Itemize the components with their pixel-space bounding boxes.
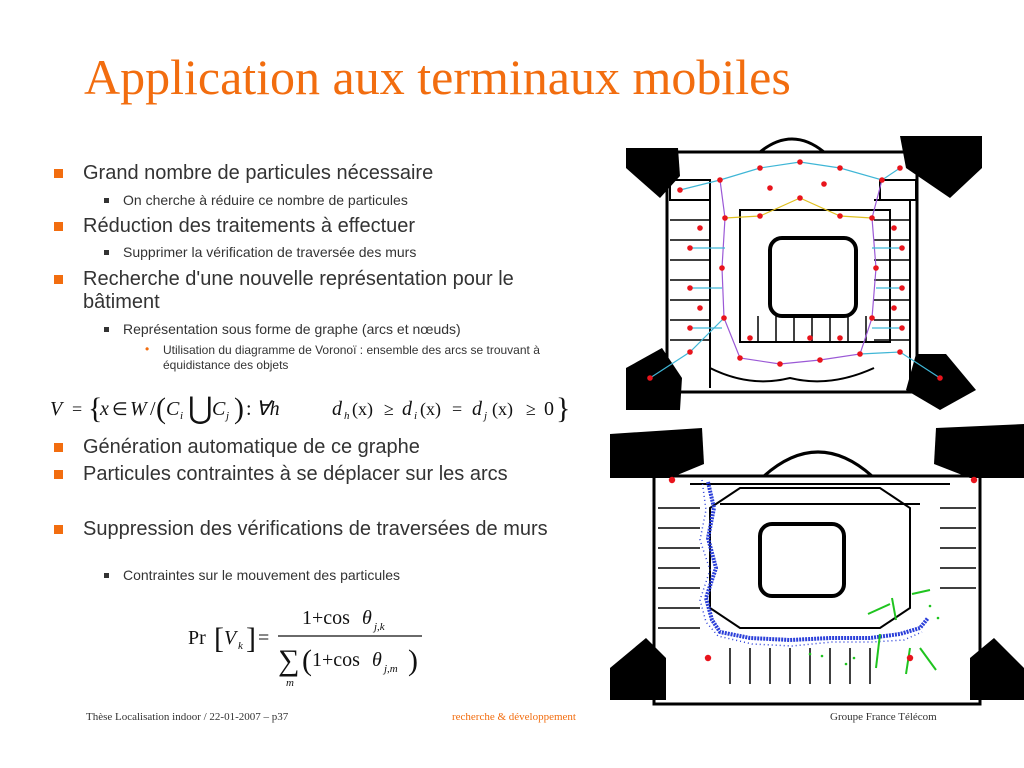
formula-symbol: 0 [544, 398, 554, 420]
formula-symbol: V [224, 627, 237, 649]
formula-symbol: C [166, 398, 180, 420]
bullet-text: Représentation sous forme de graphe (arcs et nœuds) [123, 321, 461, 337]
formula-symbol: ∈ [112, 399, 128, 419]
bullet-square-icon [54, 275, 63, 284]
bullet-text: Suppression des vérifications de traversées de murs [83, 518, 548, 540]
bullet-square-icon [54, 222, 63, 231]
bullet-square-icon [104, 327, 109, 332]
formula-symbol: C [212, 398, 226, 420]
formula-symbol: / [150, 398, 156, 420]
bullet-text: On cherche à réduire ce nombre de particules [123, 192, 408, 208]
bullet-text: Réduction des traitements à effectuer [83, 215, 416, 237]
formula-subscript: h [344, 410, 350, 422]
formula-symbol: ≥ [384, 399, 394, 419]
formula-symbol: W [130, 398, 147, 420]
bullet-text: Génération automatique de ce graphe [83, 436, 420, 458]
paren-left: ( [302, 644, 312, 677]
formula-symbol: d [402, 398, 412, 420]
formula-symbol: V [50, 398, 63, 420]
formula-symbol: : [246, 398, 252, 420]
formula-symbol: (x) [420, 399, 441, 419]
formula-symbol: (x) [352, 399, 373, 419]
bullet-text: Supprimer la vérification de traversée des murs [123, 244, 417, 260]
formula-symbol: x [100, 398, 109, 420]
formula-subscript: j [226, 410, 230, 422]
paren-left: ( [156, 392, 166, 425]
formula-symbol: 1+cos [312, 649, 360, 671]
formula-symbol: = [72, 399, 83, 419]
footer-center: recherche & développement [452, 711, 576, 723]
building-floor-plans [610, 128, 1024, 708]
bullet-text: Utilisation du diagramme de Voronoï : ensemble des arcs se trouvant à équidistance des objets [163, 343, 540, 372]
formula-symbol: θ [372, 649, 382, 671]
formula-subscript: k [238, 640, 243, 652]
bullet-square-icon [54, 443, 63, 452]
paren-right: ) [234, 392, 244, 425]
formula-symbol: (x) [492, 399, 513, 419]
bullet-text: Grand nombre de particules nécessaire [83, 162, 434, 184]
formula-symbol: = [258, 627, 270, 649]
formula-subscript: m [286, 677, 294, 689]
bullet-text: Particules contraintes à se déplacer sur les arcs [83, 463, 508, 485]
formula-subscript: j [484, 410, 488, 422]
paren-right: ) [408, 644, 418, 677]
formula-symbol: ⋃ [188, 392, 213, 425]
probability-formula [186, 600, 426, 690]
formula-symbol: ∑ [278, 644, 300, 677]
bullet-text: Recherche d'une nouvelle représentation pour le bâtiment [83, 268, 514, 313]
bracket-left: [ [214, 622, 224, 655]
footer-left: Thèse Localisation indoor / 22-01-2007 – p37 [86, 711, 289, 723]
bullet-square-icon [104, 250, 109, 255]
slide-title: Application aux terminaux mobiles [84, 49, 791, 105]
bracket-right: ] [246, 622, 256, 655]
formula-subscript: i [414, 410, 418, 422]
formula-symbol: Pr [188, 627, 206, 649]
brace-left: { [88, 392, 103, 425]
bullet-square-icon [54, 169, 63, 178]
brace-right: } [556, 392, 571, 425]
bullet-square-icon [104, 573, 109, 578]
voronoi-graph-floor-plan [626, 136, 982, 410]
bullet-square-icon [54, 525, 63, 534]
formula-symbol: = [452, 399, 463, 419]
formula-symbol: ∀h [256, 398, 280, 420]
formula-symbol: d [332, 398, 342, 420]
formula-symbol: d [472, 398, 482, 420]
formula-subscript: i [180, 410, 184, 422]
voronoi-formula [48, 388, 593, 428]
bullet-text: Contraintes sur le mouvement des particules [123, 567, 401, 583]
footer-right: Groupe France Télécom [830, 711, 937, 723]
bullet-square-icon [54, 470, 63, 479]
formula-symbol: θ [362, 607, 372, 629]
formula-symbol: 1+cos [302, 607, 350, 629]
bullet-square-icon [104, 198, 109, 203]
formula-symbol: ≥ [526, 399, 536, 419]
formula-subscript: j,m [384, 663, 398, 675]
particle-trajectory-floor-plan [610, 424, 1024, 704]
bullet-dot-icon: • [145, 342, 150, 356]
formula-subscript: j,k [374, 621, 385, 633]
